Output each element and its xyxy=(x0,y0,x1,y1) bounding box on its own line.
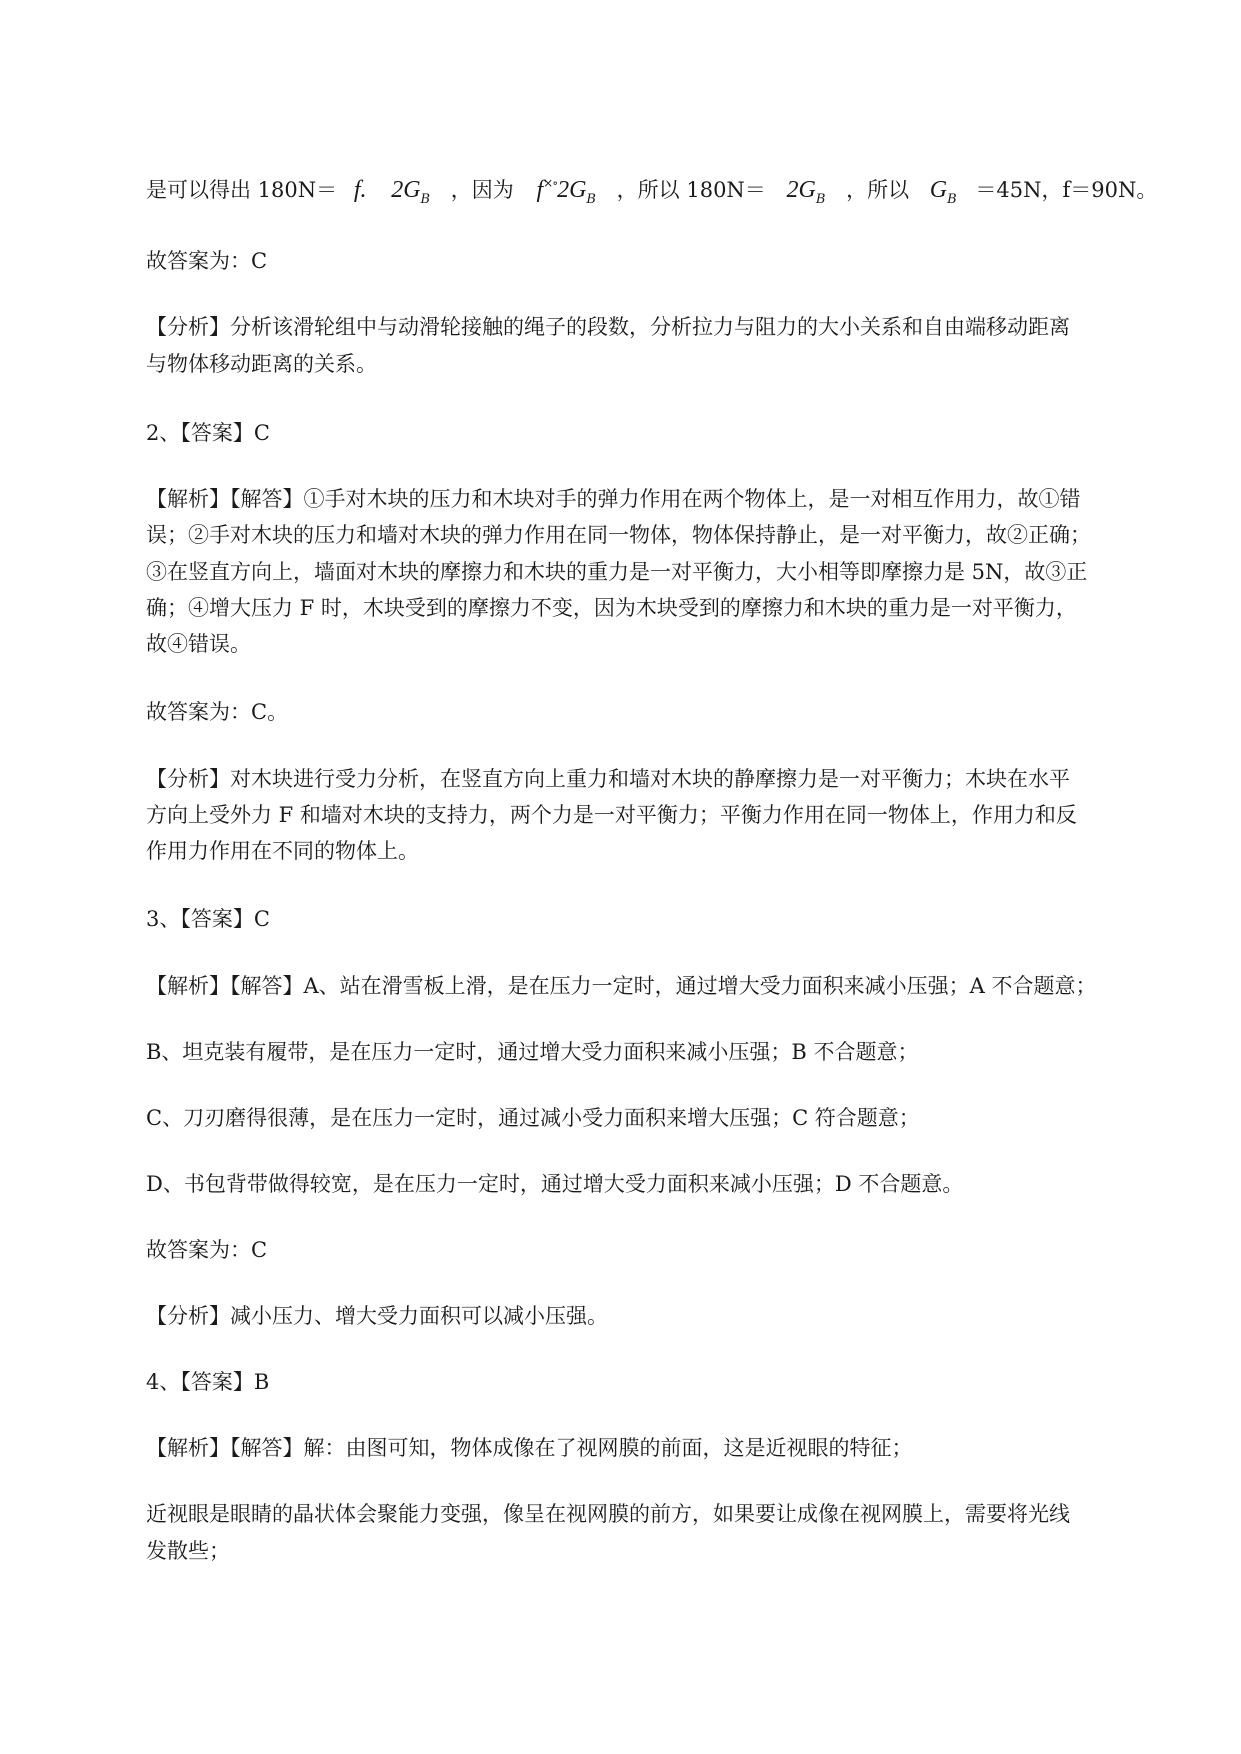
question-answer-heading: 3、【答案】C xyxy=(146,907,270,931)
solution-line: 【解析】【解答】①手对木块的压力和木块对手的弹力作用在两个物体上，是一对相互作用力，故①错 xyxy=(146,487,1081,511)
formula-line xyxy=(146,166,1157,217)
formula-2g: 2G xyxy=(786,177,816,203)
formula-text-4: ，所以 xyxy=(846,178,910,202)
analysis-line: 作用力作用在不同的物体上。 xyxy=(146,839,419,863)
solution-line: 确；④增大压力 F 时，木块受到的摩擦力不变，因为木块受到的摩擦力和木块的重力是一对平衡力， xyxy=(146,596,1077,620)
solution-line: 误；②手对木块的压力和墙对木块的弹力作用在同一物体，物体保持静止，是一对平衡力，故②正确； xyxy=(146,523,1091,547)
analysis-line: 方向上受外力 F 和墙对木块的支持力，两个力是一对平衡力；平衡力作用在同一物体上，作用力和反 xyxy=(146,803,1077,827)
formula-2g: 2G xyxy=(391,177,421,203)
formula-f: f xyxy=(536,177,544,203)
formula-subscript: B xyxy=(815,192,826,207)
solution-line: 发散些； xyxy=(146,1539,230,1563)
analysis-line: 与物体移动距离的关系。 xyxy=(146,352,377,376)
formula-subscript: B xyxy=(947,192,957,207)
answer-line: 故答案为：C。 xyxy=(146,700,289,724)
formula-2g: 2G xyxy=(557,177,587,203)
question-answer-heading: 2、【答案】C xyxy=(146,421,270,445)
formula-text-1: 是可以得出 180N＝ xyxy=(146,178,338,202)
formula-text-2: ，因为 xyxy=(450,178,514,202)
solution-line: C、刀刃磨得很薄，是在压力一定时，通过减小受力面积来增大压强；C 符合题意； xyxy=(146,1106,920,1130)
formula-g: G xyxy=(929,177,948,203)
solution-line: 【解析】【解答】解：由图可知，物体成像在了视网膜的前面，这是近视眼的特征； xyxy=(146,1436,913,1460)
formula-f: f. xyxy=(353,177,367,203)
analysis-line: 【分析】分析该滑轮组中与动滑轮接触的绳子的段数，分析拉力与阻力的大小关系和自由端移动距离 xyxy=(146,315,1070,339)
solution-line: 故④错误。 xyxy=(146,632,251,656)
formula-text-5: ＝45N，f＝90N。 xyxy=(975,178,1158,202)
answer-line: 故答案为：C xyxy=(146,249,268,273)
solution-line: ③在竖直方向上，墙面对木块的摩擦力和木块的重力是一对平衡力，大小相等即摩擦力是 5N，故③正 xyxy=(146,560,1088,584)
solution-line: B、坦克装有履带，是在压力一定时，通过增大受力面积来减小压强；B 不合题意； xyxy=(146,1040,919,1064)
solution-line: 【解析】【解答】A、站在滑雪板上滑，是在压力一定时，通过增大受力面积来减小压强；A 不合题意； xyxy=(146,974,1097,998)
solution-line: D、书包背带做得较宽，是在压力一定时，通过增大受力面积来减小压强；D 不合题意。 xyxy=(146,1172,964,1196)
analysis-line: 【分析】对木块进行受力分析，在竖直方向上重力和墙对木块的静摩擦力是一对平衡力；木块在水平 xyxy=(146,767,1070,791)
formula-mark: ×∘ xyxy=(543,176,558,190)
analysis-line: 【分析】减小压力、增大受力面积可以减小压强。 xyxy=(146,1304,608,1328)
formula-subscript: B xyxy=(420,192,431,207)
answer-line: 故答案为：C xyxy=(146,1238,268,1262)
formula-text-3: ，所以 180N＝ xyxy=(616,178,766,202)
question-answer-heading: 4、【答案】B xyxy=(146,1370,270,1394)
solution-line: 近视眼是眼睛的晶状体会聚能力变强，像呈在视网膜的前方，如果要让成像在视网膜上，需要将光线 xyxy=(146,1502,1070,1526)
formula-subscript: B xyxy=(586,192,596,207)
